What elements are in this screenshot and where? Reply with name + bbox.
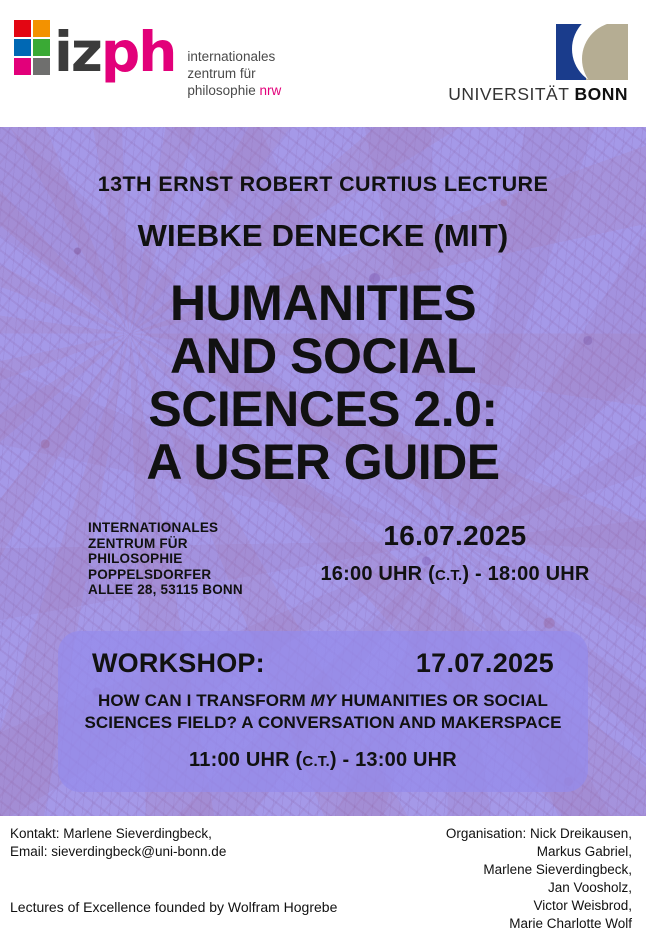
lecture-number: 13TH ERNST ROBERT CURTIUS LECTURE bbox=[97, 172, 549, 196]
izph-logo bbox=[14, 18, 281, 99]
university-crest-icon bbox=[556, 24, 628, 80]
workshop-panel bbox=[58, 631, 588, 792]
venue-line-3: PHILOSOPHIE bbox=[88, 551, 183, 566]
organisation-line-4: Jan Voosholz, bbox=[547, 880, 632, 895]
venue-address bbox=[88, 520, 278, 598]
contact-block bbox=[10, 825, 226, 861]
izph-wordmark-ph: ph bbox=[100, 20, 176, 84]
workshop-description-italic: MY bbox=[310, 690, 337, 710]
izph-wordmark-iz: iz bbox=[54, 20, 101, 84]
izph-subtitle-line3: philosophie nrw bbox=[187, 83, 282, 98]
poster-title-line-1: HUMANITIES bbox=[169, 275, 477, 331]
organisation-line-1: Organisation: Nick Dreikausen, bbox=[445, 826, 632, 841]
venue-line-5: ALLEE 28, 53115 BONN bbox=[88, 582, 243, 597]
organisation-line-3: Marlene Sieverdingbeck, bbox=[483, 862, 632, 877]
poster-title-line-2: AND SOCIAL bbox=[169, 328, 477, 384]
izph-subtitle bbox=[187, 48, 281, 99]
university-name-bold: BONN bbox=[574, 84, 628, 104]
lecture-time: 16:00 UHR (C.T.) - 18:00 UHR bbox=[320, 563, 590, 585]
organisation-line-5: Victor Weisbrod, bbox=[533, 898, 632, 913]
organisation-line-2: Markus Gabriel, bbox=[536, 844, 632, 859]
venue-line-1: INTERNATIONALES bbox=[88, 520, 219, 535]
organisation-line-6: Marie Charlotte Wolf bbox=[509, 916, 632, 931]
poster-footer bbox=[0, 816, 646, 931]
lecture-time-ct: C.T. bbox=[434, 567, 463, 584]
workshop-label: WORKSHOP: bbox=[92, 647, 265, 678]
contact-line-2: Email: sieverdingbeck@uni-bonn.de bbox=[10, 844, 227, 859]
venue-line-4: POPPELSDORFER bbox=[88, 566, 212, 582]
poster-header bbox=[0, 0, 646, 127]
izph-color-swatches bbox=[14, 20, 50, 75]
university-name-normal: UNIVERSITÄT bbox=[448, 84, 575, 104]
poster-body bbox=[0, 127, 646, 816]
workshop-description: HOW CAN I TRANSFORM MY HUMANITIES OR SOCIAL SCIENCES FIELD? A CONVERSATION AND MAKERSPACE bbox=[84, 690, 562, 732]
poster-title bbox=[0, 277, 646, 489]
poster-title-line-3: SCIENCES 2.0: bbox=[148, 381, 498, 437]
venue-line-2: ZENTRUM FÜR bbox=[88, 535, 188, 551]
event-details bbox=[0, 520, 646, 598]
workshop-time: 11:00 UHR (C.T.) - 13:00 UHR bbox=[189, 748, 457, 771]
izph-wordmark bbox=[54, 20, 176, 84]
swatch-green bbox=[33, 39, 50, 56]
lecture-schedule bbox=[282, 520, 628, 586]
workshop-date: 17.07.2025 bbox=[415, 647, 554, 678]
contact-line-1: Kontakt: Marlene Sieverdingbeck, bbox=[10, 826, 212, 841]
izph-subtitle-line1: internationales bbox=[187, 49, 276, 64]
swatch-grey bbox=[33, 58, 50, 75]
university-name bbox=[448, 84, 628, 105]
workshop-time-ct: C.T. bbox=[302, 752, 330, 770]
swatch-magenta bbox=[14, 58, 31, 75]
organisation-block bbox=[446, 825, 632, 933]
swatch-orange bbox=[33, 20, 50, 37]
poster-title-line-4: A USER GUIDE bbox=[146, 434, 500, 490]
izph-subtitle-nrw: nrw bbox=[259, 83, 282, 98]
lectures-of-excellence-note: Lectures of Excellence founded by Wolfram Hogrebe bbox=[10, 899, 338, 915]
speaker-name: WIEBKE DENECKE (MIT) bbox=[137, 218, 509, 253]
lecture-date: 16.07.2025 bbox=[383, 520, 527, 551]
izph-subtitle-line2: zentrum für bbox=[187, 66, 256, 81]
swatch-red bbox=[14, 20, 31, 37]
swatch-blue bbox=[14, 39, 31, 56]
workshop-header bbox=[78, 648, 568, 679]
university-bonn-logo bbox=[448, 24, 628, 105]
